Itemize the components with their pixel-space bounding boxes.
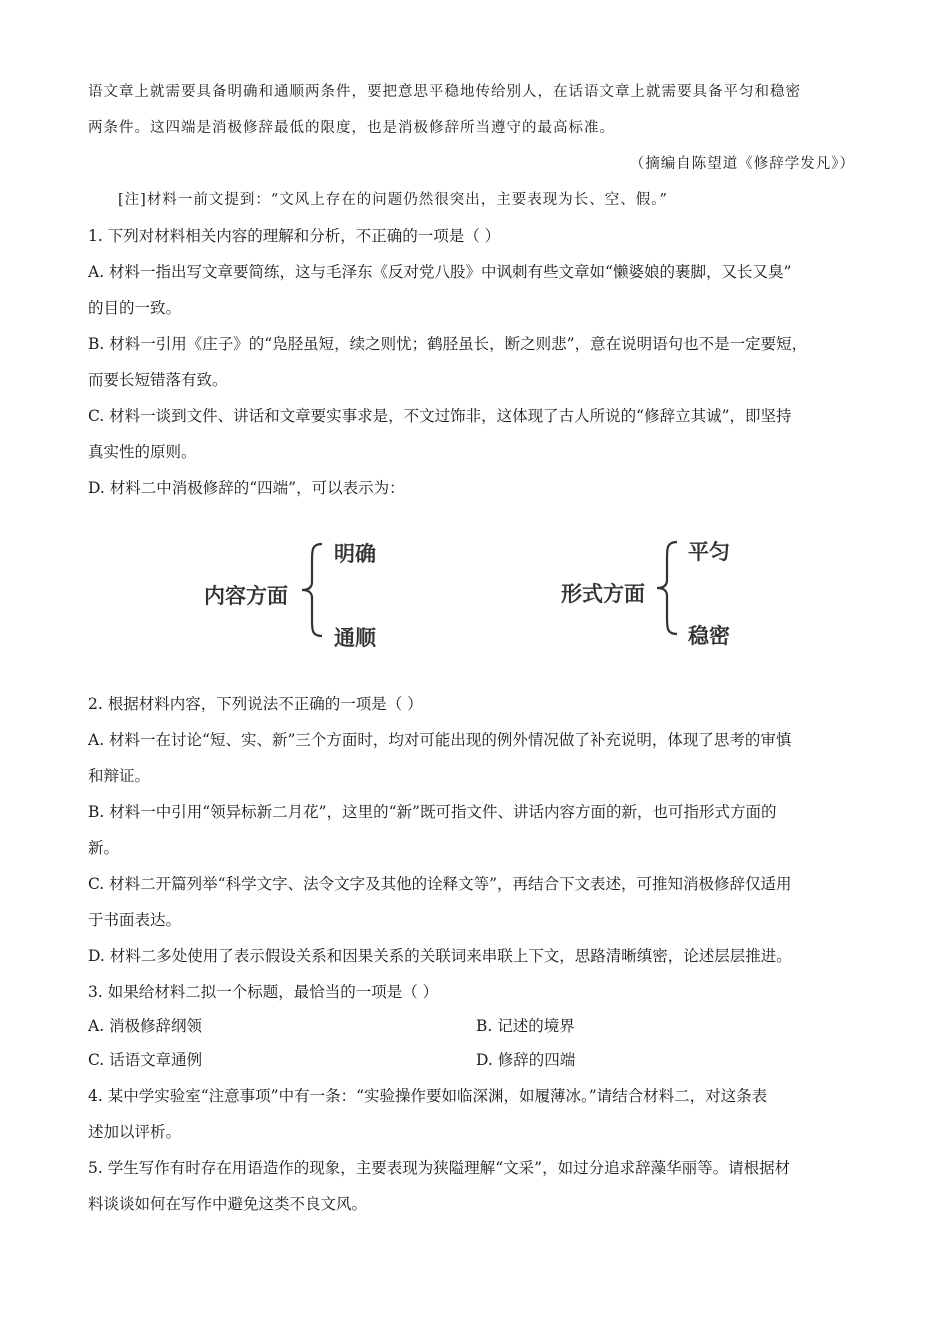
question-1-stem: 1. 下列对材料相关内容的理解和分析，不正确的一项是（ ）	[88, 227, 501, 245]
q1-option-a: A. 材料一指出写文章要简练，这与毛泽东《反对党八股》中讽刺有些文章如“懒婆娘的裹脚，又长又臭”	[88, 263, 792, 281]
annotation-note: [注]材料一前文提到：“文风上存在的问题仍然很突出，主要表现为长、空、假。”	[118, 192, 668, 208]
q1-option-b: B. 材料一引用《庄子》的“凫胫虽短，续之则忧；鹤胫虽长，断之则悲”，意在说明语句也不是一定要短，	[88, 335, 808, 353]
q2-option-d: D. 材料二多处使用了表示假设关系和因果关系的关联词来串联上下文，思路清晰缜密，论述层层推进。	[88, 947, 792, 965]
q1-option-c-cont: 真实性的原则。	[88, 443, 197, 461]
form-aspect-label: 形式方面	[561, 582, 645, 606]
q3-option-a: A. 消极修辞纲领	[88, 1017, 203, 1035]
source-citation: （摘编自陈望道《修辞学发凡》）	[629, 156, 855, 172]
question-3-stem: 3. 如果给材料二拟一个标题，最恰当的一项是（ ）	[88, 983, 439, 1001]
question-4-stem-cont: 述加以评析。	[88, 1123, 182, 1141]
q2-option-a-cont: 和辩证。	[88, 767, 151, 785]
passage-line: 两条件。这四端是消极修辞最低的限度，也是消极修辞所当遵守的最高标准。	[88, 120, 615, 136]
q3-option-b: B. 记述的境界	[476, 1017, 575, 1035]
q2-option-c-cont: 于书面表达。	[88, 911, 182, 929]
question-4-stem: 4. 某中学实验室“注意事项”中有一条：“实验操作要如临深渊，如履薄冰。”请结合材料二，对这条表	[88, 1087, 768, 1105]
q3-option-d: D. 修辞的四端	[476, 1051, 576, 1069]
left-brace-icon	[298, 540, 328, 640]
passage-line: 语文章上就需要具备明确和通顺两条件，要把意思平稳地传给别人，在话语文章上就需要具备平匀和稳密	[88, 84, 801, 100]
evenness-label: 平匀	[688, 540, 730, 564]
right-brace-icon	[653, 538, 683, 638]
clarity-label: 明确	[334, 542, 376, 566]
q2-option-b: B. 材料一中引用“领异标新二月花”，这里的“新”既可指文件、讲话内容方面的新，也可指形式方面的	[88, 803, 777, 821]
q1-option-c: C. 材料一谈到文件、讲话和文章要实事求是，不文过饰非，这体现了古人所说的“修辞立其诚”，即坚持	[88, 407, 792, 425]
q2-option-c: C. 材料二开篇列举“科学文字、法令文字及其他的诠释文等”，再结合下文表述，可推知消极修辞仅适用	[88, 875, 792, 893]
question-5-stem: 5. 学生写作有时存在用语造作的现象，主要表现为狭隘理解“文采”，如过分追求辞藻华丽等。请根据材	[88, 1159, 791, 1177]
compactness-label: 稳密	[688, 624, 730, 648]
question-2-stem: 2. 根据材料内容，下列说法不正确的一项是（ ）	[88, 695, 423, 713]
q1-option-b-cont: 而要长短错落有致。	[88, 371, 228, 389]
q1-option-d: D. 材料二中消极修辞的“四端”，可以表示为：	[88, 479, 405, 497]
q2-option-a: A. 材料一在讨论“短、实、新”三个方面时，均对可能出现的例外情况做了补充说明，体现了思考的审慎	[88, 731, 792, 749]
q2-option-b-cont: 新。	[88, 839, 120, 857]
content-aspect-label: 内容方面	[204, 584, 288, 608]
q1-option-a-cont: 的目的一致。	[88, 299, 182, 317]
question-5-stem-cont: 料谈谈如何在写作中避免这类不良文风。	[88, 1195, 368, 1213]
fluency-label: 通顺	[334, 626, 376, 650]
q3-option-c: C. 话语文章通例	[88, 1051, 203, 1069]
